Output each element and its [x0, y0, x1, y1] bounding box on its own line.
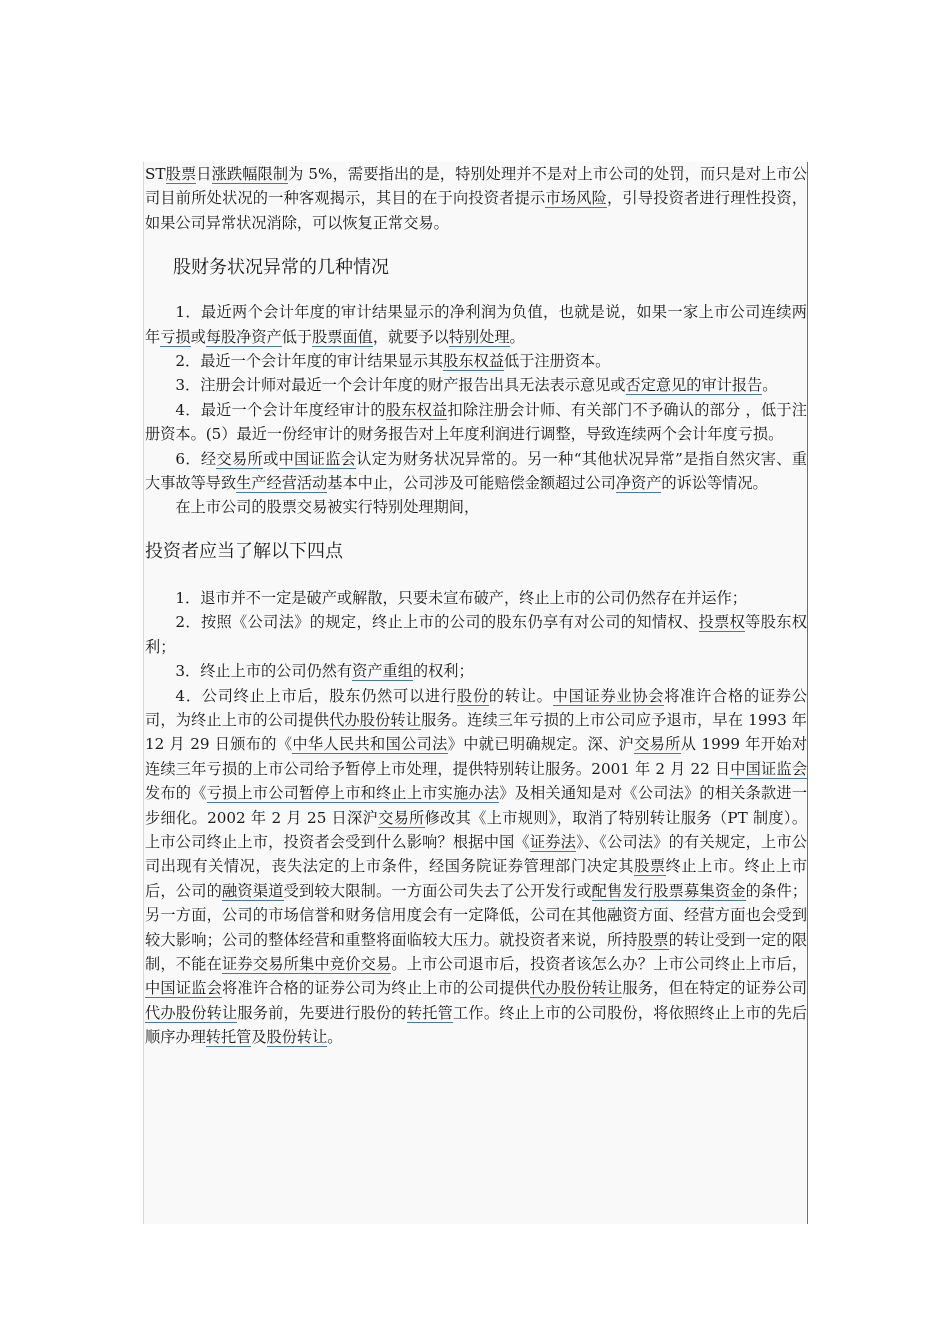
text-run: 。 [762, 376, 778, 395]
text-run: 4．公司终止上市后，股东仍然可以进行 [175, 686, 457, 705]
inline-link[interactable]: 交易所 [634, 735, 681, 754]
text-run: 受到较大限制。一方面公司失去了公开发行或 [283, 881, 592, 900]
text-run: 低于 [281, 327, 313, 346]
inline-link[interactable]: 交易所 [216, 449, 264, 468]
text-run: 服务，但在特定的证券公司 [622, 979, 808, 998]
inline-link[interactable]: 股东权益 [385, 400, 448, 419]
list-item [145, 373, 807, 397]
inline-link[interactable]: 证券法 [529, 832, 577, 851]
text-run: 的转让受到一定的限制，不能在 [145, 930, 808, 973]
text-run: 的转让。 [488, 686, 553, 705]
text-run: 低于注册资本。 [504, 352, 611, 371]
text-run: 扣除注册会计师、有关部门不予确认的部分 ，低于注册资本。(5）最近一份经审计的财务报告对上年度利润进行调整，导致连续两个会计年度亏损。 [145, 400, 807, 444]
text-run: 认定为财务状况异常的。另一种“其他状况异常”是指自然灾害、重大事故等导致 [145, 449, 807, 493]
text-run: 。 [327, 1028, 343, 1047]
inline-link[interactable]: 股票 [165, 165, 197, 183]
inline-link[interactable]: 证券交易所集中竞价交易 [222, 954, 392, 973]
list-item [145, 586, 807, 610]
inline-link[interactable]: 每股净资产 [205, 327, 282, 346]
text-run: ST [145, 165, 166, 183]
section-heading-financial-abnormal: 股财务状况异常的几种情况 [173, 257, 389, 279]
inline-link[interactable]: 中国证监会 [730, 759, 808, 778]
text-run: 日 [196, 165, 212, 183]
text-run: 服务前，先要进行股份的 [237, 1003, 407, 1022]
text-run: 将准许合格的证券公司为终止上市的公司提供 [222, 979, 531, 998]
inline-link[interactable]: 涨跌幅限制 [211, 165, 289, 183]
text-run: 2．最近一个会计年度的审计结果显示其 [175, 352, 444, 371]
inline-link[interactable]: 代办股份转让 [145, 1003, 238, 1022]
inline-link[interactable]: 生产经营活动 [236, 474, 328, 493]
text-run: 从 1999 年开始对连续三年亏损的上市公司给予暂停上市处理，提供特别转让服务。2001 年 2 月 22 日 [145, 735, 808, 778]
text-run: 的诉讼等情况。 [661, 474, 768, 493]
inline-link[interactable]: 股份 [456, 686, 489, 705]
section-investor-points [145, 586, 807, 1050]
inline-link[interactable]: 净资产 [615, 474, 662, 493]
text-run: 3．注册会计师对最近一个会计年度的财产报告出具无法表示意见或 [175, 376, 626, 395]
text-run: 为 5%，需要指出的是，特别处理并不是对上市公司的处罚，而只是对上市公司目前所处状况的一种客观揭示，其目的在于向投资者提示 [145, 165, 808, 208]
text-run: 在上市公司的股票交易被实行特别处理期间， [175, 498, 480, 517]
inline-link[interactable]: 否定意见的审计报告 [625, 376, 763, 395]
text-run: 》中就已明确规定。深、沪 [447, 735, 635, 754]
inline-link[interactable]: 配售发行股票募集资金 [591, 881, 746, 900]
section-financial-abnormal [145, 300, 807, 520]
list-item [145, 610, 807, 659]
text-run: 1．最近两个会计年度的审计结果显示的净利润为负值，也就是说，如果一家上市公司连续两年 [145, 303, 807, 346]
list-item [145, 684, 807, 1050]
text-run: 。 [509, 327, 525, 346]
inline-link[interactable]: 代办股份转让 [530, 979, 623, 998]
text-run: 。上市公司退市后，投资者该怎么办？上市公司终止上市后， [391, 954, 808, 973]
text-run: ，就要予以 [372, 327, 449, 346]
text-run: 1．退市并不一定是破产或解散，只要未宣布破产，终止上市的公司仍然存在并运作； [175, 588, 747, 607]
inline-link[interactable]: 转托管 [406, 1003, 454, 1022]
text-run: 的权利； [412, 662, 474, 681]
text-run: 的条件；另一方面，公司的市场信誉和财务信用度会有一定降低，公司在其他融资方面、经营方面也会受到较大影响；公司的整体经营和重整将面临较大压力。就投资者来说，所持 [145, 881, 808, 949]
text-run: 或 [263, 449, 279, 468]
text-run: 》、《公司法》的有关规定，上市公司出现有关情况，丧失法定的上市条件，经国务院证券管理部门决定其 [145, 832, 807, 876]
text-run: ，引导投资者进行理性投资，如果公司异常状况消除，可以恢复正常交易。 [145, 189, 808, 232]
text-run: 2．按照《公司法》的规定，终止上市的公司的股东仍享有对公司的知情权、 [175, 613, 699, 632]
list-item [145, 349, 807, 373]
inline-link[interactable]: 股票 [637, 930, 669, 949]
inline-link[interactable]: 代办股份转让 [329, 710, 422, 729]
text-run: 》及相关通知是对《公司法》的相关条款进一步细化。2002 年 2 月 25 日深沪 [145, 784, 808, 827]
list-item [145, 495, 807, 519]
inline-link[interactable]: 中国证监会 [145, 979, 223, 998]
inline-link[interactable]: 股票面值 [312, 327, 373, 346]
inline-link[interactable]: 中华人民共和国公司法 [292, 735, 448, 754]
text-run: 终止上市。终止上市后，公司的 [145, 857, 808, 900]
inline-link[interactable]: 转托管 [205, 1028, 252, 1047]
list-item [145, 398, 807, 447]
list-item [145, 659, 807, 683]
inline-link[interactable]: 特别处理 [448, 327, 510, 346]
inline-link[interactable]: 股东权益 [443, 352, 504, 371]
inline-link[interactable]: 亏损上市公司暂停上市和终止上市实施办法 [206, 784, 500, 803]
text-run: 发布的《 [145, 784, 207, 803]
text-run: 4．最近一个会计年度经审计的 [175, 400, 386, 419]
text-run: 工作。终止上市的公司股份，将依照终止上市的先后顺序办理 [145, 1003, 808, 1047]
text-run: 基本中止，公司涉及可能赔偿金额超过公司 [327, 474, 616, 493]
list-item [145, 447, 807, 496]
inline-link[interactable]: 中国证券业协会 [552, 686, 665, 705]
text-run: 及 [251, 1028, 267, 1047]
section-heading-investor-points: 投资者应当了解以下四点 [145, 540, 343, 562]
text-run: 服务。连续三年亏损的上市公司应予退市，早在 1993 年 12 月 29 日颁布的《 [145, 710, 807, 754]
text-run: 3．终止上市的公司仍然有 [175, 662, 353, 681]
inline-link[interactable]: 交易所 [378, 808, 425, 827]
inline-link[interactable]: 股份转让 [266, 1028, 328, 1047]
inline-link[interactable]: 市场风险 [545, 189, 608, 208]
text-run: 或 [190, 327, 206, 346]
inline-link[interactable]: 股票 [634, 857, 666, 876]
text-run: 修改其《上市规则》，取消了特别转让服务（PT 制度）。上市公司终止上市，投资者会受到什么影响？根据中国《 [145, 808, 808, 851]
text-run: 等股东权利； [145, 613, 808, 656]
text-run: 6．经 [175, 449, 217, 468]
inline-link[interactable]: 亏损 [160, 327, 191, 346]
article-body [143, 162, 808, 1224]
inline-link[interactable]: 中国证监会 [278, 449, 357, 468]
text-run: 将准许合格的证券公司，为终止上市的公司提供 [145, 686, 808, 729]
list-item [145, 300, 807, 349]
inline-link[interactable]: 融资渠道 [222, 881, 284, 900]
inline-link[interactable]: 资产重组 [352, 662, 413, 681]
inline-link[interactable]: 投票权 [698, 613, 746, 632]
intro-paragraph [145, 162, 807, 235]
